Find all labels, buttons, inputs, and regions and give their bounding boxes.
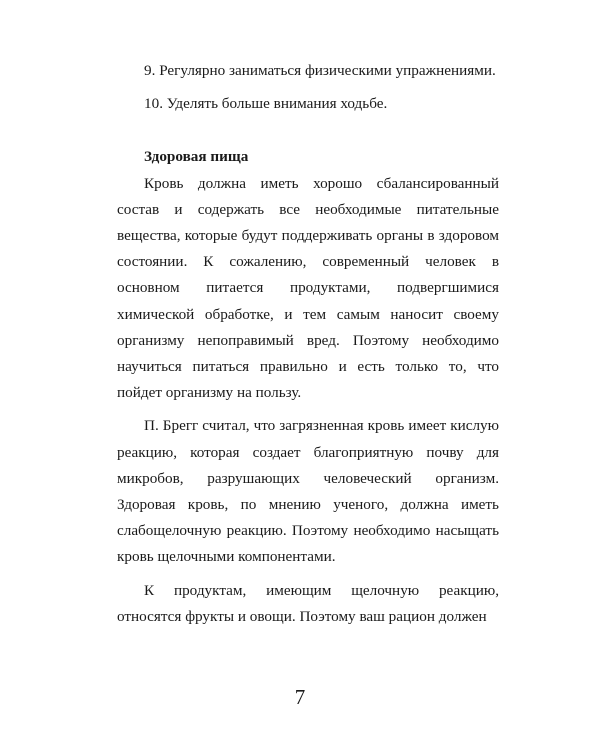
- list-item: 10. Уделять больше внимания ходьбе.: [144, 95, 388, 113]
- page-body: [117, 58, 499, 637]
- paragraph: П. Брегг считал, что загрязненная кровь имеет кислую реакцию, которая создает благоприятную почву для микробов, разрушающих человеческий организм. Здоровая кровь, по мнению ученого, должна иметь слабощелочную реакцию. Поэтому необходимо насыщать кровь щелочными компонентами.: [117, 417, 499, 566]
- page-number: 7: [294, 685, 306, 709]
- section-heading: Здоровая пища: [144, 148, 249, 166]
- list-item: 9. Регулярно заниматься физическими упражнениями.: [144, 62, 496, 79]
- paragraph: К продуктам, имеющим щелочную реакцию, относятся фрукты и овощи. Поэтому ваш рацион должен: [117, 581, 499, 625]
- paragraph: Кровь должна иметь хорошо сбалансированный состав и содержать все необходимые питательные вещества, которые будут поддерживать органы в здоровом состоянии. К сожалению, современный человек в основном питается продуктами, подвергшимися химической обработке, и тем самым наносит своему организму непоправимый вред. Поэтому необходимо научиться питаться правильно и есть только то, что пойдет организму на пользу.: [117, 174, 499, 402]
